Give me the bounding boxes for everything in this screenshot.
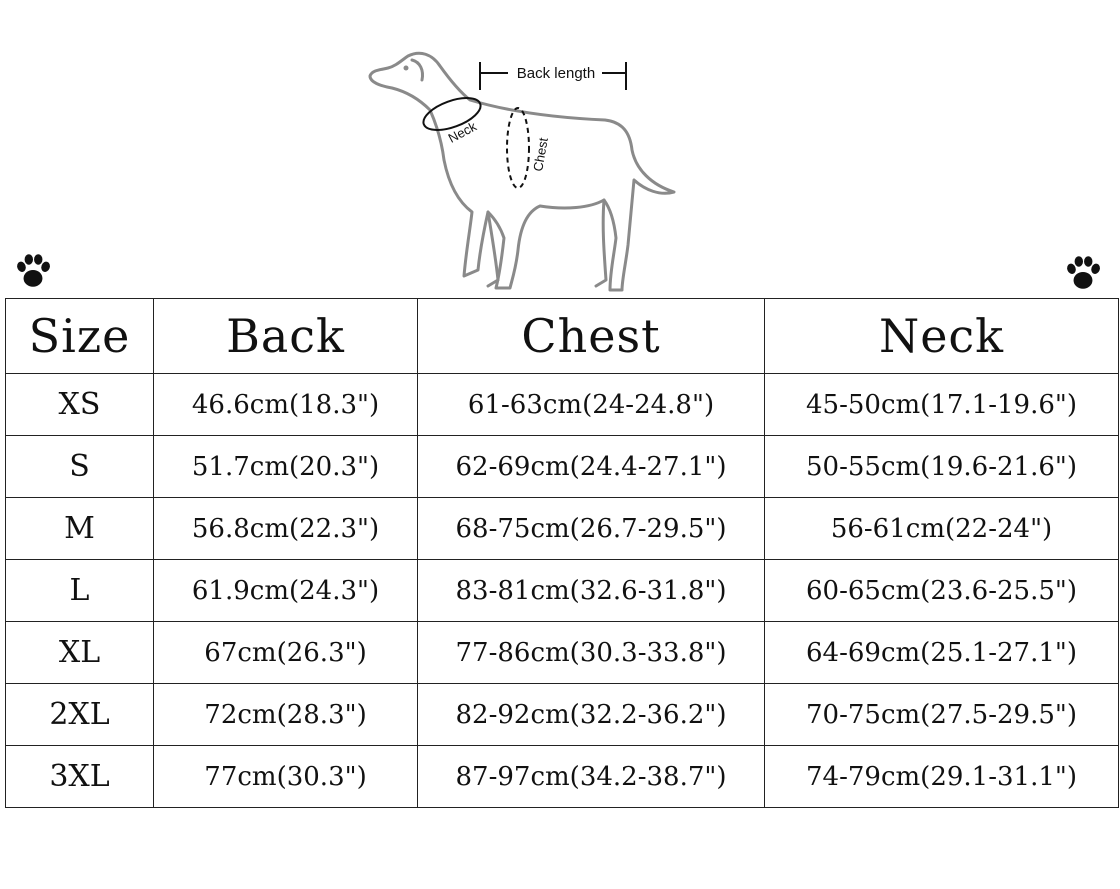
chest-cell: 87-97cm(34.2-38.7") <box>418 746 765 808</box>
chest-cell: 77-86cm(30.3-33.8") <box>418 622 765 684</box>
neck-cell: 64-69cm(25.1-27.1") <box>765 622 1119 684</box>
chest-cell: 62-69cm(24.4-27.1") <box>418 436 765 498</box>
chest-cell: 83-81cm(32.6-31.8") <box>418 560 765 622</box>
table-row <box>6 560 1119 622</box>
dog-outline-icon <box>370 53 674 290</box>
neck-label: Neck <box>445 118 479 146</box>
header-neck: Neck <box>765 299 1119 374</box>
table-header-row <box>6 299 1119 374</box>
table-row <box>6 498 1119 560</box>
table-row <box>6 746 1119 808</box>
size-cell: L <box>6 560 154 622</box>
table-row <box>6 622 1119 684</box>
size-cell: 2XL <box>6 684 154 746</box>
chest-cell: 82-92cm(32.2-36.2") <box>418 684 765 746</box>
back-cell: 56.8cm(22.3") <box>154 498 418 560</box>
size-chart-table <box>5 298 1119 808</box>
back-cell: 51.7cm(20.3") <box>154 436 418 498</box>
size-cell: 3XL <box>6 746 154 808</box>
header-chest: Chest <box>418 299 765 374</box>
dog-eye <box>404 66 409 71</box>
neck-cell: 56-61cm(22-24") <box>765 498 1119 560</box>
table-row <box>6 374 1119 436</box>
paw-print-icon <box>12 250 54 292</box>
back-cell: 67cm(26.3") <box>154 622 418 684</box>
size-cell: S <box>6 436 154 498</box>
back-cell: 46.6cm(18.3") <box>154 374 418 436</box>
paw-print-icon <box>1062 252 1104 294</box>
size-cell: XL <box>6 622 154 684</box>
chest-measure-ring <box>507 108 529 188</box>
neck-cell: 50-55cm(19.6-21.6") <box>765 436 1119 498</box>
back-cell: 77cm(30.3") <box>154 746 418 808</box>
neck-cell: 60-65cm(23.6-25.5") <box>765 560 1119 622</box>
size-cell: M <box>6 498 154 560</box>
table-row <box>6 684 1119 746</box>
back-cell: 61.9cm(24.3") <box>154 560 418 622</box>
neck-cell: 45-50cm(17.1-19.6") <box>765 374 1119 436</box>
neck-cell: 74-79cm(29.1-31.1") <box>765 746 1119 808</box>
header-back: Back <box>154 299 418 374</box>
chest-cell: 61-63cm(24-24.8") <box>418 374 765 436</box>
back-cell: 72cm(28.3") <box>154 684 418 746</box>
chest-label: Chest <box>530 136 551 173</box>
back-length-label: Back length <box>516 65 596 82</box>
dog-measurement-diagram <box>360 40 690 300</box>
header-size: Size <box>6 299 154 374</box>
neck-cell: 70-75cm(27.5-29.5") <box>765 684 1119 746</box>
chest-cell: 68-75cm(26.7-29.5") <box>418 498 765 560</box>
size-cell: XS <box>6 374 154 436</box>
table-row <box>6 436 1119 498</box>
